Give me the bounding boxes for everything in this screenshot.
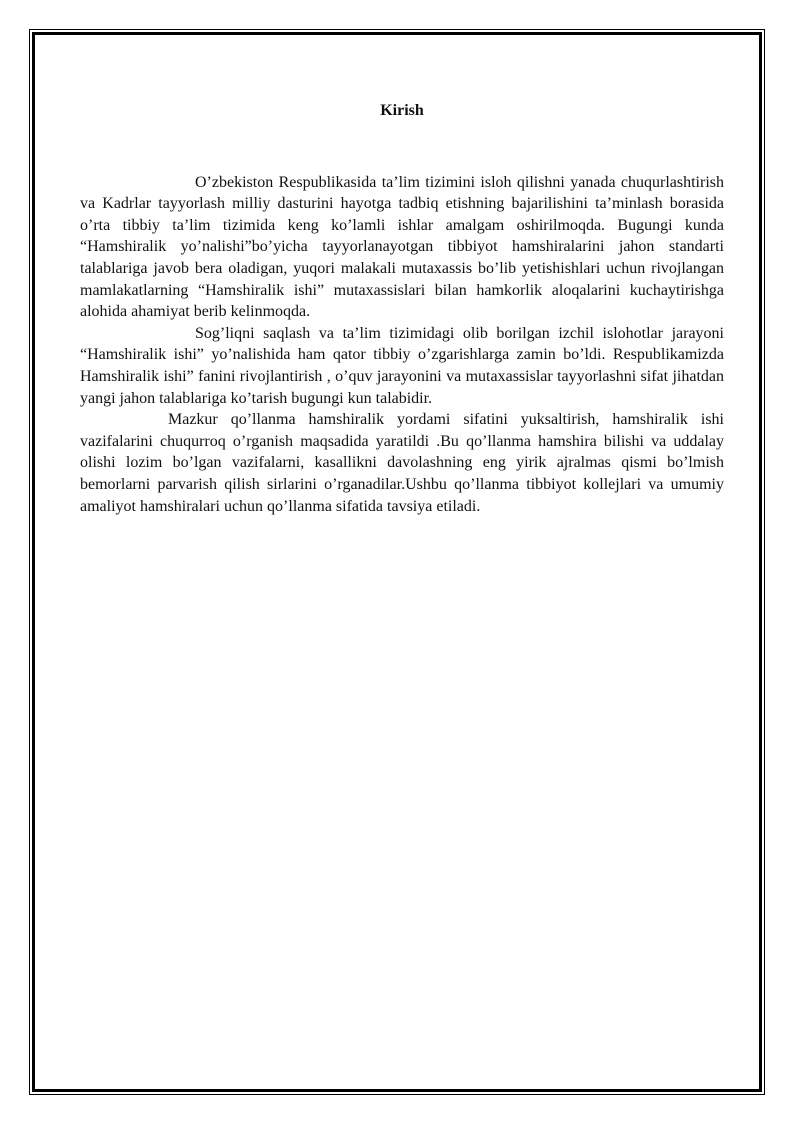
- document-title: Kirish: [380, 102, 424, 119]
- paragraph-reforms: Sog’liqni saqlash va ta’lim tizimidagi olib borilgan izchil islohotlar jarayoni “Hamshiralik ishi” yo’nalishida ham qator tibbiy o’zgarishlarga zamin bo’ldi. Respublikamizda Hamshiralik ishi” fanini rivojlantirish , o’quv jarayonini va mutaxassislar tayyorlashni sifat jihatdan yangi jahon talablariga ko’tarish bugungi kun talabidir.: [80, 324, 724, 407]
- paragraph-manual-purpose: Mazkur qo’llanma hamshiralik yordami sifatini yuksaltirish, hamshiralik ishi vazifalarini chuqurroq o’rganish maqsadida yaratildi .Bu qo’llanma hamshira bilishi va uddalay olishi lozim bo’lgan vazifalarni, kasallikni davolashning eng yirik ajralmas qismi bo’lmish bemorlarni parvarish qilish sirlarini o’rganadilar.Ushbu qo’llanma tibbiyot kollejlari va umumiy amaliyot hamshiralari uchun qo’llanma sifatida tavsiya etiladi.: [80, 411, 724, 515]
- paragraph-intro: O’zbekiston Respublikasida ta’lim tizimini isloh qilishni yanada chuqurlashtirish va Kadrlar tayyorlash milliy dasturini hayotga tadbiq etishning bajarilishini ta’minlash borasida o’rta tibbiy ta’lim tizimida keng ko’lamli ishlar amalgam oshirilmoqda. Bugungi kunda “Hamshiralik yo’nalishi”bo’yicha tayyorlanayotgan tibbiyot hamshiralarini jahon standarti talablariga javob bera oladigan, yuqori malakali mutaxassis bo’lib yetishishlari uchun rivojlangan mamlakatlarning “Hamshiralik ishi” mutaxassislari bilan hamkorlik aloqalarini kuchaytirishga alohida ahamiyat berib kelinmoqda.: [80, 173, 724, 321]
- document-body: [80, 100, 724, 517]
